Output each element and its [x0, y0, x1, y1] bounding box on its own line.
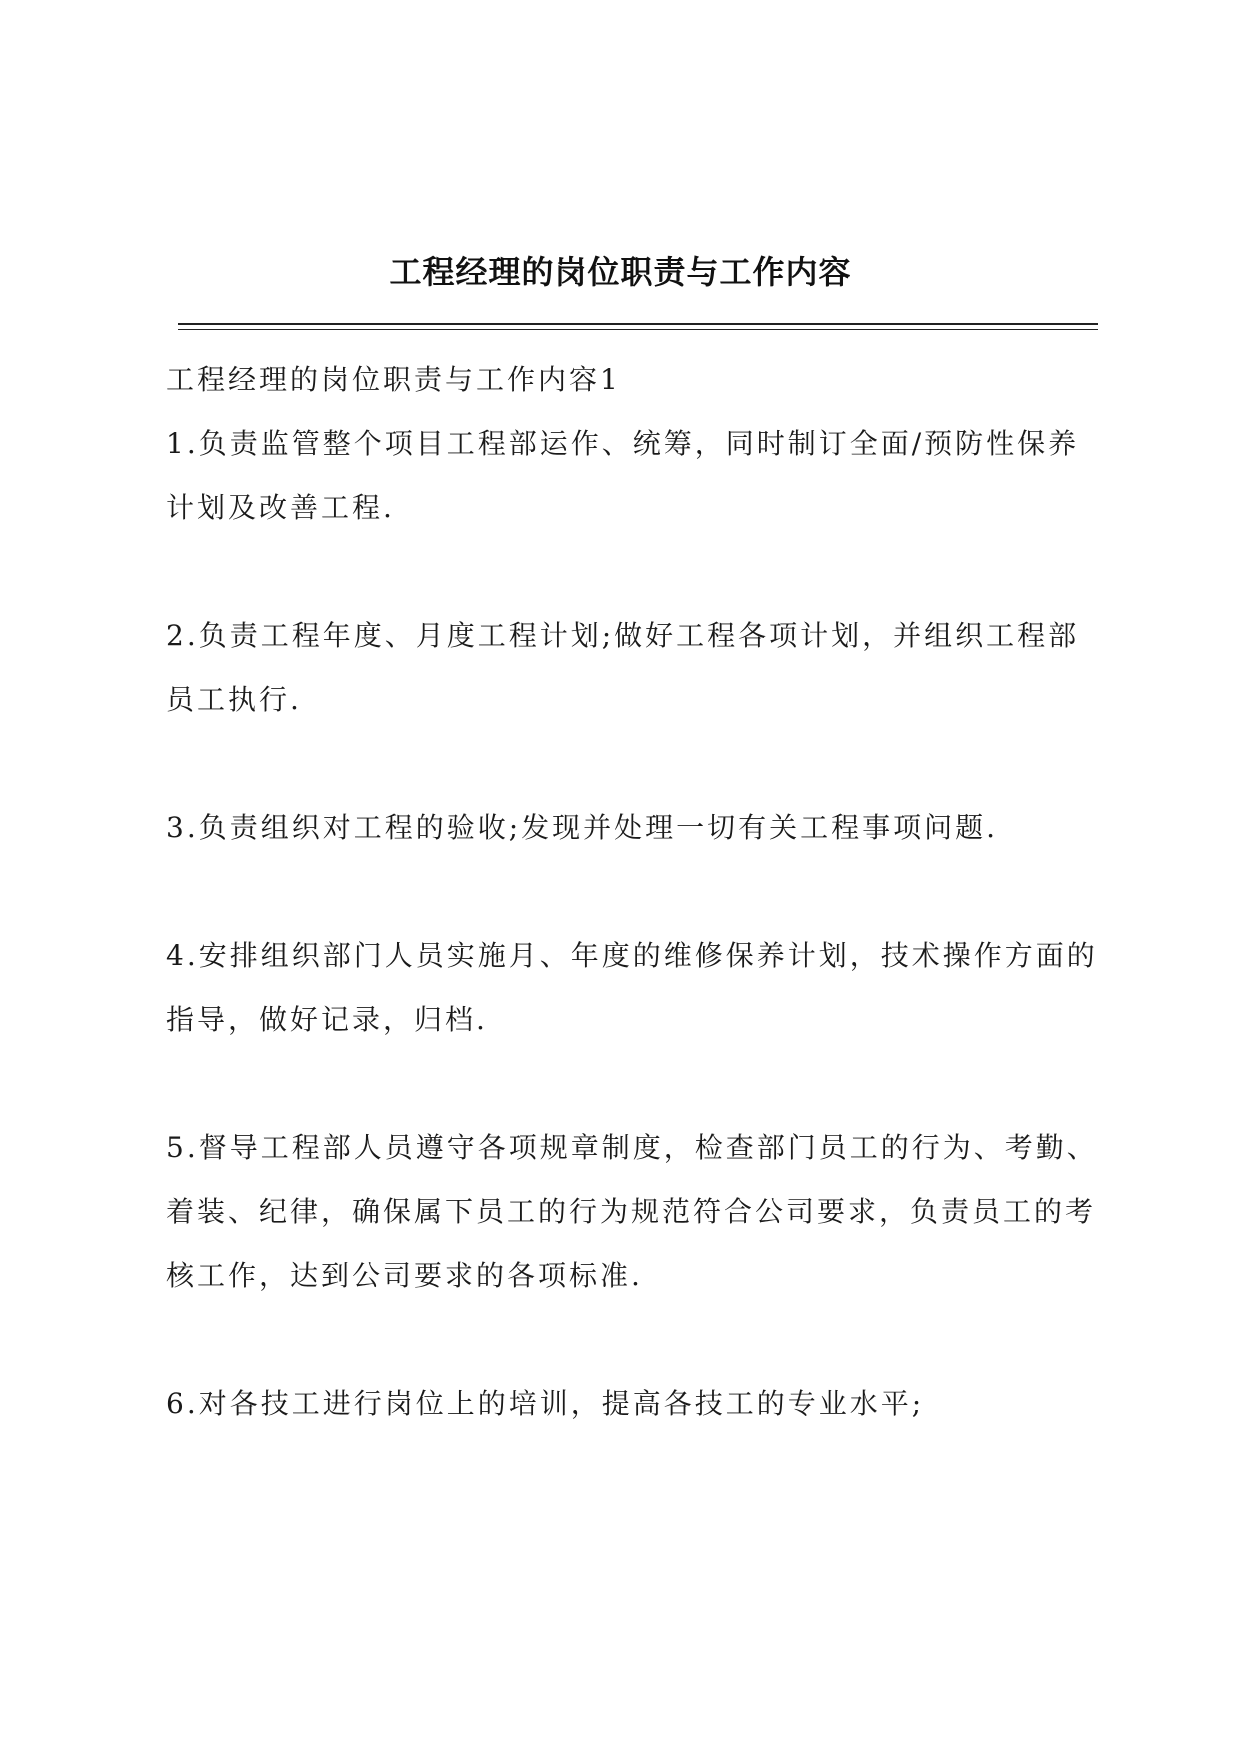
- document-title: 工程经理的岗位职责与工作内容: [389, 253, 852, 291]
- title-double-rule: [178, 323, 1098, 330]
- paragraph-2: 2.负责工程年度、月度工程计划;做好工程各项计划，并组织工程部员工执行.: [166, 619, 1080, 716]
- paragraph-5: 5.督导工程部人员遵守各项规章制度，检查部门员工的行为、考勤、着装、纪律，确保属下员工的行为规范符合公司要求，负责员工的考核工作，达到公司要求的各项标准.: [166, 1131, 1098, 1292]
- paragraph-6: 6.对各技工进行岗位上的培训，提高各技工的专业水平;: [166, 1387, 925, 1420]
- paragraph-4: 4.安排组织部门人员实施月、年度的维修保养计划，技术操作方面的指导，做好记录，归档.: [166, 939, 1098, 1036]
- paragraph-3: 3.负责组织对工程的验收;发现并处理一切有关工程事项问题.: [166, 811, 999, 844]
- section-heading: 工程经理的岗位职责与工作内容1: [166, 363, 621, 396]
- paragraph-1: 1.负责监管整个项目工程部运作、统筹，同时制订全面/预防性保养计划及改善工程.: [166, 427, 1080, 524]
- document-body: [166, 360, 1106, 1436]
